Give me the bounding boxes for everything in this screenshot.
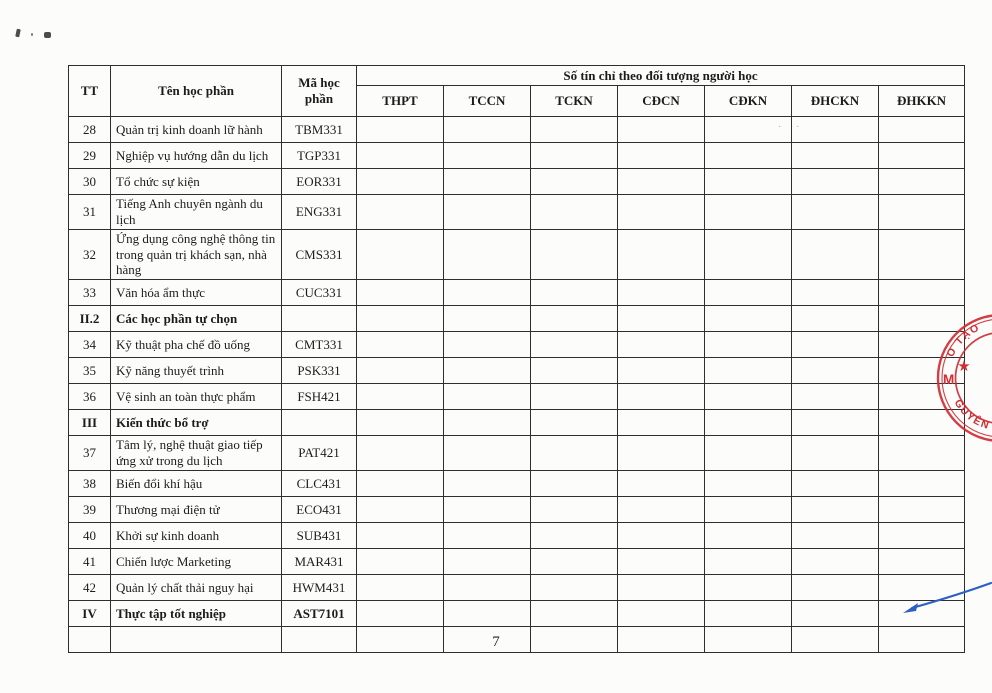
- table-body: [69, 117, 965, 653]
- credit-cell: [879, 627, 965, 653]
- credit-cell: [792, 306, 879, 332]
- credit-cell: [357, 384, 444, 410]
- credit-cell: [879, 169, 965, 195]
- course-code-cell: TGP331: [282, 143, 357, 169]
- credit-cell: [705, 575, 792, 601]
- credit-cell: [705, 471, 792, 497]
- credit-cell: [792, 143, 879, 169]
- ink-speckle: [31, 33, 33, 36]
- credit-cell: [705, 497, 792, 523]
- credit-cell: [792, 410, 879, 436]
- credit-cell: [879, 229, 965, 280]
- course-row: [69, 575, 965, 601]
- course-code-cell: PSK331: [282, 358, 357, 384]
- credit-cell: [357, 229, 444, 280]
- credit-cell: [792, 497, 879, 523]
- credit-cell: [444, 280, 531, 306]
- credit-cell: [531, 169, 618, 195]
- course-code-cell: CUC331: [282, 280, 357, 306]
- credit-cell: [357, 195, 444, 230]
- tt-cell: 30: [69, 169, 111, 195]
- course-code-cell: [282, 410, 357, 436]
- credit-cell: [444, 332, 531, 358]
- course-row: [69, 195, 965, 230]
- course-name-cell: Nghiệp vụ hướng dẫn du lịch: [111, 143, 282, 169]
- credit-cell: [618, 169, 705, 195]
- credit-cell: [531, 332, 618, 358]
- course-name-cell: Tổ chức sự kiện: [111, 169, 282, 195]
- credit-cell: [531, 384, 618, 410]
- credit-cell: [792, 280, 879, 306]
- credit-cell: [792, 436, 879, 471]
- credit-cell: [444, 471, 531, 497]
- credit-cell: [357, 471, 444, 497]
- course-name-cell: Thực tập tốt nghiệp: [111, 601, 282, 627]
- credit-cell: [357, 627, 444, 653]
- credit-cell: [879, 523, 965, 549]
- page-number: 7: [492, 634, 500, 650]
- course-code-cell: PAT421: [282, 436, 357, 471]
- credit-cell: [357, 523, 444, 549]
- course-row: [69, 601, 965, 627]
- course-code-cell: [282, 627, 357, 653]
- credit-cell: [357, 575, 444, 601]
- credit-cell: [618, 627, 705, 653]
- credit-cell: [444, 195, 531, 230]
- credit-cell: [792, 471, 879, 497]
- credit-cell: [618, 471, 705, 497]
- credit-cell: [705, 523, 792, 549]
- credit-cell: [618, 497, 705, 523]
- tt-cell: 36: [69, 384, 111, 410]
- tt-cell: III: [69, 410, 111, 436]
- credit-cell: [531, 143, 618, 169]
- credit-cell: [792, 332, 879, 358]
- table-header: [69, 66, 965, 117]
- credit-cell: [705, 601, 792, 627]
- course-row: [69, 523, 965, 549]
- course-row: [69, 549, 965, 575]
- credit-cell: [357, 436, 444, 471]
- credit-cell: [618, 358, 705, 384]
- credit-cell: [705, 117, 792, 143]
- credit-cell: [792, 575, 879, 601]
- course-row: [69, 384, 965, 410]
- credit-col-header: ĐHKKN: [879, 86, 965, 117]
- official-stamp: [930, 303, 992, 455]
- credit-cell: [531, 601, 618, 627]
- credit-cell: [444, 117, 531, 143]
- credit-cell: [357, 169, 444, 195]
- header-tt: TT: [69, 66, 111, 117]
- tt-cell: 32: [69, 229, 111, 280]
- scan-artifact-dots: · ··: [778, 122, 803, 133]
- tt-cell: 33: [69, 280, 111, 306]
- course-code-cell: ENG331: [282, 195, 357, 230]
- credit-cell: [444, 306, 531, 332]
- credit-cell: [618, 332, 705, 358]
- course-name-cell: Vệ sinh an toàn thực phẩm: [111, 384, 282, 410]
- credit-cell: [357, 410, 444, 436]
- credit-cell: [879, 117, 965, 143]
- tt-cell: 38: [69, 471, 111, 497]
- course-code-cell: FSH421: [282, 384, 357, 410]
- course-name-cell: Khởi sự kinh doanh: [111, 523, 282, 549]
- tt-cell: 39: [69, 497, 111, 523]
- course-name-cell: Ứng dụng công nghệ thông tin trong quản trị khách sạn, nhà hàng: [111, 229, 282, 280]
- credit-col-header: CĐCN: [618, 86, 705, 117]
- course-name-cell: [111, 627, 282, 653]
- credit-cell: [792, 195, 879, 230]
- credit-cell: [357, 306, 444, 332]
- credit-cell: [531, 195, 618, 230]
- credit-cell: [792, 523, 879, 549]
- credit-cell: [618, 601, 705, 627]
- course-name-cell: Thương mại điện tử: [111, 497, 282, 523]
- credit-cell: [792, 229, 879, 280]
- ink-speckle: [44, 32, 51, 38]
- credit-cell: [531, 358, 618, 384]
- credit-cell: [444, 169, 531, 195]
- tt-cell: [69, 627, 111, 653]
- credit-cell: [705, 436, 792, 471]
- credit-cell: [618, 195, 705, 230]
- tt-cell: 31: [69, 195, 111, 230]
- credit-cell: [357, 143, 444, 169]
- credit-cell: [531, 229, 618, 280]
- course-row: [69, 117, 965, 143]
- course-name-cell: Các học phần tự chọn: [111, 306, 282, 332]
- credit-cell: [531, 280, 618, 306]
- tt-cell: II.2: [69, 306, 111, 332]
- credit-cell: [792, 358, 879, 384]
- course-row: [69, 627, 965, 653]
- tt-cell: 37: [69, 436, 111, 471]
- course-row: [69, 280, 965, 306]
- header-credits-group: Số tín chỉ theo đối tượng người học: [357, 66, 965, 86]
- credit-cell: [444, 549, 531, 575]
- credit-cell: [879, 280, 965, 306]
- credit-cell: [705, 358, 792, 384]
- credit-cell: [705, 169, 792, 195]
- credit-cell: [705, 195, 792, 230]
- credit-cell: [618, 229, 705, 280]
- stamp-arc-text-top: O TẠO: [944, 321, 983, 359]
- course-row: [69, 169, 965, 195]
- credit-cell: [357, 280, 444, 306]
- credit-cell: [444, 143, 531, 169]
- credit-cell: [444, 436, 531, 471]
- credit-cell: [792, 549, 879, 575]
- course-code-cell: HWM431: [282, 575, 357, 601]
- credit-cell: [792, 384, 879, 410]
- credit-cell: [357, 549, 444, 575]
- credit-cell: [879, 549, 965, 575]
- credit-cell: [705, 549, 792, 575]
- credit-cell: [618, 306, 705, 332]
- credit-cell: [444, 575, 531, 601]
- credit-cell: [705, 384, 792, 410]
- credit-cell: [792, 117, 879, 143]
- stamp-star-icon: ★: [957, 359, 971, 375]
- credit-cell: [879, 471, 965, 497]
- course-row: [69, 436, 965, 471]
- credit-cell: [444, 627, 531, 653]
- credit-cell: [531, 627, 618, 653]
- course-code-cell: CMT331: [282, 332, 357, 358]
- course-name-cell: Chiến lược Marketing: [111, 549, 282, 575]
- credit-cell: [444, 523, 531, 549]
- credit-cell: [705, 410, 792, 436]
- credit-cell: [531, 436, 618, 471]
- credit-col-header: ĐHCKN: [792, 86, 879, 117]
- credit-cell: [705, 229, 792, 280]
- credit-cell: [357, 332, 444, 358]
- credit-col-header: THPT: [357, 86, 444, 117]
- course-code-cell: SUB431: [282, 523, 357, 549]
- credit-cell: [531, 117, 618, 143]
- course-code-cell: AST7101: [282, 601, 357, 627]
- header-course-code: Mã học phần: [282, 66, 357, 117]
- credit-cell: [705, 627, 792, 653]
- credit-cell: [444, 497, 531, 523]
- credit-cell: [879, 195, 965, 230]
- credit-cell: [618, 143, 705, 169]
- credit-cell: [705, 332, 792, 358]
- course-name-cell: Tâm lý, nghệ thuật giao tiếp ứng xử trong du lịch: [111, 436, 282, 471]
- tt-cell: IV: [69, 601, 111, 627]
- credit-cell: [531, 410, 618, 436]
- credit-cell: [705, 306, 792, 332]
- course-row: [69, 471, 965, 497]
- credit-cell: [531, 523, 618, 549]
- course-code-cell: MAR431: [282, 549, 357, 575]
- course-code-cell: CMS331: [282, 229, 357, 280]
- credit-cell: [618, 549, 705, 575]
- tt-cell: 41: [69, 549, 111, 575]
- course-code-cell: ECO431: [282, 497, 357, 523]
- tt-cell: 28: [69, 117, 111, 143]
- credit-cell: [531, 497, 618, 523]
- course-name-cell: Tiếng Anh chuyên ngành du lịch: [111, 195, 282, 230]
- course-row: [69, 332, 965, 358]
- credit-cell: [531, 549, 618, 575]
- course-name-cell: Biến đổi khí hậu: [111, 471, 282, 497]
- course-code-cell: [282, 306, 357, 332]
- credit-cell: [531, 471, 618, 497]
- tt-cell: 42: [69, 575, 111, 601]
- course-row: [69, 143, 965, 169]
- credit-cell: [618, 410, 705, 436]
- tt-cell: 35: [69, 358, 111, 384]
- credit-cell: [705, 280, 792, 306]
- credit-cell: [357, 601, 444, 627]
- stamp-arc-text-bottom: GUYÊN: [951, 397, 992, 433]
- course-name-cell: Kiến thức bổ trợ: [111, 410, 282, 436]
- course-code-cell: TBM331: [282, 117, 357, 143]
- credit-cell: [444, 358, 531, 384]
- credit-cell: [792, 169, 879, 195]
- course-row: [69, 497, 965, 523]
- credit-cell: [357, 117, 444, 143]
- tt-cell: 29: [69, 143, 111, 169]
- credit-cell: [531, 306, 618, 332]
- credit-col-header: TCKN: [531, 86, 618, 117]
- credit-cell: [357, 497, 444, 523]
- course-row: [69, 358, 965, 384]
- tt-cell: 34: [69, 332, 111, 358]
- course-code-cell: CLC431: [282, 471, 357, 497]
- course-name-cell: Văn hóa ẩm thực: [111, 280, 282, 306]
- credit-cell: [444, 229, 531, 280]
- course-row: [69, 410, 965, 436]
- curriculum-table: [68, 65, 965, 653]
- credit-cell: [792, 601, 879, 627]
- pen-stroke: [880, 575, 992, 630]
- credit-cell: [618, 280, 705, 306]
- credit-cell: [879, 143, 965, 169]
- header-course-name: Tên học phần: [111, 66, 282, 117]
- credit-cell: [357, 358, 444, 384]
- credit-cell: [618, 575, 705, 601]
- credit-cell: [531, 575, 618, 601]
- credit-col-header: TCCN: [444, 86, 531, 117]
- course-name-cell: Kỹ thuật pha chế đồ uống: [111, 332, 282, 358]
- credit-cell: [705, 143, 792, 169]
- course-name-cell: Quản lý chất thải nguy hại: [111, 575, 282, 601]
- credit-cell: [444, 601, 531, 627]
- credit-cell: [618, 384, 705, 410]
- credit-cell: [444, 410, 531, 436]
- credit-cell: [618, 523, 705, 549]
- credit-cell: [618, 117, 705, 143]
- credit-cell: [879, 497, 965, 523]
- credit-col-header: CĐKN: [705, 86, 792, 117]
- credit-cell: [618, 436, 705, 471]
- tt-cell: 40: [69, 523, 111, 549]
- course-code-cell: EOR331: [282, 169, 357, 195]
- credit-cell: [444, 384, 531, 410]
- course-name-cell: Kỹ năng thuyết trình: [111, 358, 282, 384]
- ink-speckle: [15, 29, 21, 38]
- course-name-cell: Quản trị kinh doanh lữ hành: [111, 117, 282, 143]
- course-row: [69, 306, 965, 332]
- course-row: [69, 229, 965, 280]
- stamp-letter: M: [943, 372, 955, 387]
- credit-cell: [792, 627, 879, 653]
